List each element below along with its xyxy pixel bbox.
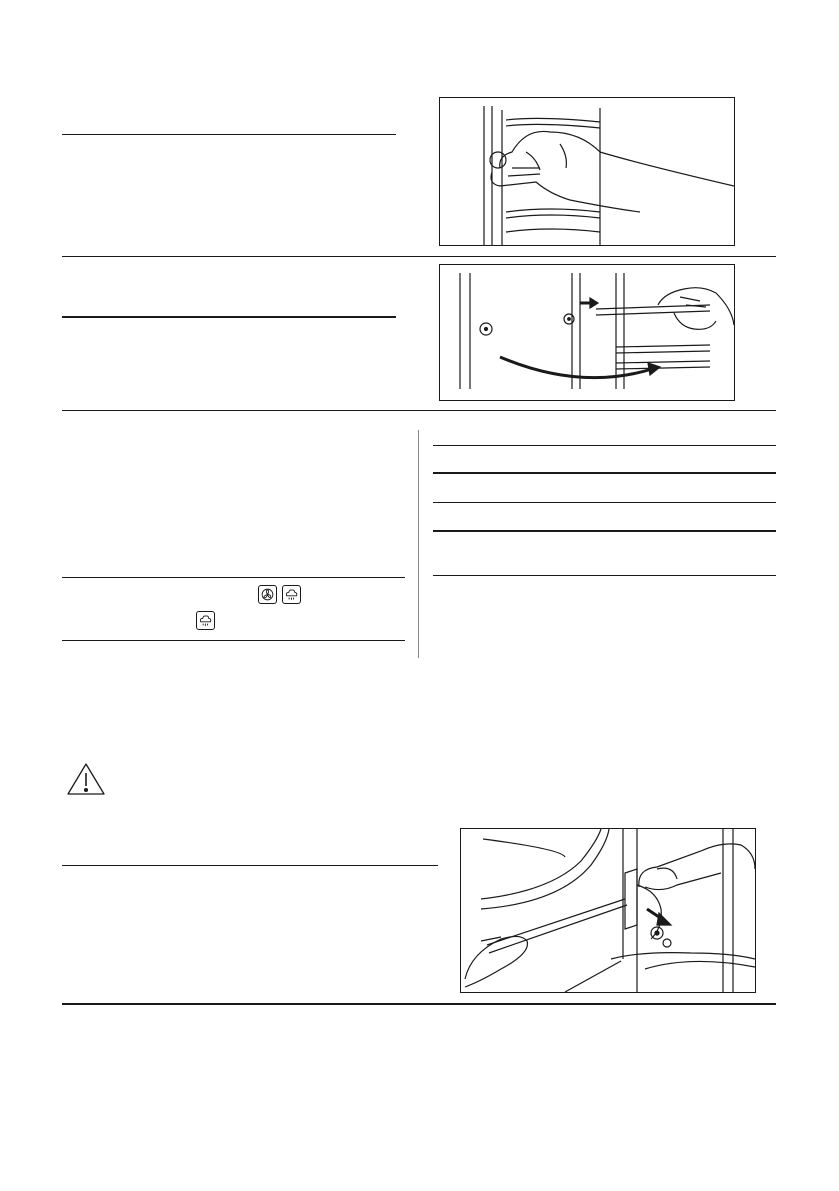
table-row-divider <box>62 577 405 578</box>
steam-cloud-icon <box>197 612 214 629</box>
steam-cloud-icon <box>283 586 300 603</box>
table-row-divider <box>433 445 776 446</box>
fan-icon <box>259 586 276 603</box>
table-row-divider <box>433 502 776 503</box>
hand-pulling-rack-figure <box>439 97 735 246</box>
section-divider <box>62 865 438 866</box>
table-row-divider <box>433 472 776 474</box>
table-row-divider <box>433 575 776 576</box>
door-hinge-screwdriver-figure <box>460 828 756 993</box>
section-divider <box>62 1003 776 1005</box>
steam-symbol-a <box>282 585 301 604</box>
fan-steam-symbol <box>258 585 277 604</box>
column-divider <box>418 430 419 658</box>
section-divider <box>62 134 396 135</box>
table-row-divider <box>62 640 405 641</box>
section-divider <box>62 410 776 411</box>
section-divider <box>62 316 396 318</box>
steam-symbol-b <box>196 611 215 630</box>
rack-insertion-arrow-figure <box>439 264 735 401</box>
caution-warning-icon <box>66 762 106 796</box>
table-row-divider <box>433 530 776 532</box>
section-divider <box>62 256 776 257</box>
